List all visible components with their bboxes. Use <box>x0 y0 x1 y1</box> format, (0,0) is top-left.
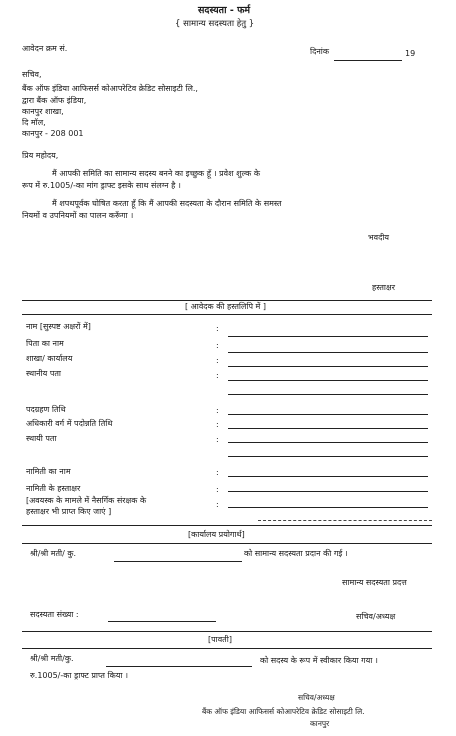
paragraph-2-line-2: नियमों व उपनियमों का पालन करूँगा । <box>22 211 134 220</box>
divider-office-bottom <box>22 543 432 544</box>
paragraph-1-line-2: रूप में रु.1005/-का मांग ड्राफ्ट इसके साथ संलग्न है । <box>22 181 181 190</box>
receipt-society-name: बैंक ऑफ इंडिया आफिसर्स कोआपरेटिव क्रेडिट सोसाइटी लि. <box>202 707 365 716</box>
field-local-address-label: स्थानीय पता <box>26 369 62 378</box>
field-guardian-line-2: हस्ताक्षर भी प्राप्त किए जाएं ] <box>26 507 112 516</box>
paragraph-1-line-1: मैं आपकी समिति का सामान्य सदस्य बनने का इच्छुक हूँ । प्रवेश शुल्क के <box>52 169 260 178</box>
field-joining-date-label: पदग्रहण तिथि <box>26 405 66 414</box>
office-member-no-label: सदस्यता संख्या : <box>30 610 79 619</box>
office-suffix: को सामान्य सदस्यता प्रदान की गई । <box>244 549 348 558</box>
date-label: दिनांक <box>310 47 329 56</box>
form-subtitle: { सामान्य सदस्यता हेतु } <box>175 19 255 29</box>
field-name-colon: : <box>216 324 219 333</box>
divider-office <box>22 525 432 526</box>
field-name-line[interactable] <box>228 336 428 337</box>
field-guardian-line[interactable] <box>228 507 428 508</box>
field-officer-grade-colon: : <box>216 420 219 429</box>
field-nominee-colon: : <box>216 468 219 477</box>
year-label: 19 <box>405 49 416 58</box>
receipt-suffix: को सदस्य के रूप में स्वीकार किया गया । <box>260 656 378 665</box>
field-nominee-sign-colon: : <box>216 485 219 494</box>
field-nominee-sign-line[interactable] <box>228 491 428 492</box>
office-granted-label: सामान्य सदस्यता प्रदत्त <box>342 578 407 587</box>
field-nominee-line[interactable] <box>228 476 428 477</box>
field-guardian-line-1: [अवयस्क के मामले में नैसर्गिक संरक्षक के <box>26 496 147 505</box>
yours-faithfully: भवदीय <box>368 233 390 242</box>
divider-applicant <box>22 300 432 301</box>
field-branch-line[interactable] <box>228 366 428 367</box>
address-line-1: सचिव, <box>22 70 42 79</box>
office-prefix: श्री/श्री मती/ कु. <box>30 549 77 558</box>
field-joining-date-line[interactable] <box>228 414 428 415</box>
field-guardian-colon: : <box>216 500 219 509</box>
office-member-no-line[interactable] <box>108 621 216 622</box>
divider-receipt-bottom <box>22 648 432 649</box>
field-local-address-line-2[interactable] <box>228 394 428 395</box>
address-line-5: दि मॉल, <box>22 118 46 127</box>
field-nominee-sign-label: नामिती के हस्ताक्षर <box>26 484 81 493</box>
form-title: सदस्यता - फर्म <box>198 5 251 16</box>
field-officer-grade-line[interactable] <box>228 428 428 429</box>
field-branch-colon: : <box>216 356 219 365</box>
field-local-address-colon: : <box>216 371 219 380</box>
perforation <box>258 520 432 521</box>
field-father-label: पिता का नाम <box>26 339 64 348</box>
office-name-line[interactable] <box>114 561 242 562</box>
address-line-6: कानपुर - 208 001 <box>22 129 84 138</box>
field-father-colon: : <box>216 341 219 350</box>
receipt-signature-title: सचिव/अध्यक्ष <box>298 693 335 702</box>
date-blank[interactable] <box>334 60 402 61</box>
divider-receipt <box>22 631 432 632</box>
field-branch-label: शाखा/ कार्यालय <box>26 354 73 363</box>
field-officer-grade-label: अधिकारी वर्ग में पदोन्नति तिथि <box>26 419 113 428</box>
address-line-4: कानपुर शाखा, <box>22 107 64 116</box>
salutation: प्रिय महोदय, <box>22 151 59 160</box>
receipt-amount: रु.1005/-का ड्राफ्ट प्राप्त किया । <box>30 671 129 680</box>
field-local-address-line-1[interactable] <box>228 380 428 381</box>
signature-label: हस्ताक्षर <box>372 283 395 292</box>
section-receipt-heading: [पावती] <box>208 635 232 644</box>
field-nominee-label: नामिती का नाम <box>26 467 71 476</box>
receipt-prefix: श्री/श्री मती/कु. <box>30 654 74 663</box>
field-name-label: नाम [सुस्पष्ट अक्षरों में] <box>26 322 91 331</box>
office-secretary-chair: सचिव/अध्यक्ष <box>356 612 396 621</box>
paragraph-2-line-1: मैं शपथपूर्वक घोषित करता हूँ कि मैं आपकी सदस्यता के दौरान समिति के समस्त <box>52 199 282 208</box>
field-joining-date-colon: : <box>216 406 219 415</box>
receipt-name-line[interactable] <box>106 666 252 667</box>
field-permanent-address-label: स्थायी पता <box>26 434 57 443</box>
section-applicant-heading: [ आवेदक की हस्तलिपि में ] <box>185 302 267 311</box>
receipt-city: कानपुर <box>310 719 330 728</box>
field-permanent-address-colon: : <box>216 435 219 444</box>
address-line-3: द्वारा बैंक ऑफ इंडिया, <box>22 96 87 105</box>
divider-applicant-bottom <box>22 314 432 315</box>
field-father-line[interactable] <box>228 352 428 353</box>
field-permanent-address-line-1[interactable] <box>228 442 428 443</box>
application-no-label: आवेदन क्रम सं. <box>22 44 68 53</box>
field-permanent-address-line-2[interactable] <box>228 456 428 457</box>
section-office-heading: [कार्यालय प्रयोगार्थ] <box>188 530 245 539</box>
address-line-2: बैंक ऑफ इंडिया आफिसर्स कोआपरेटिव क्रेडिट सोसाइटी लि., <box>22 84 198 93</box>
